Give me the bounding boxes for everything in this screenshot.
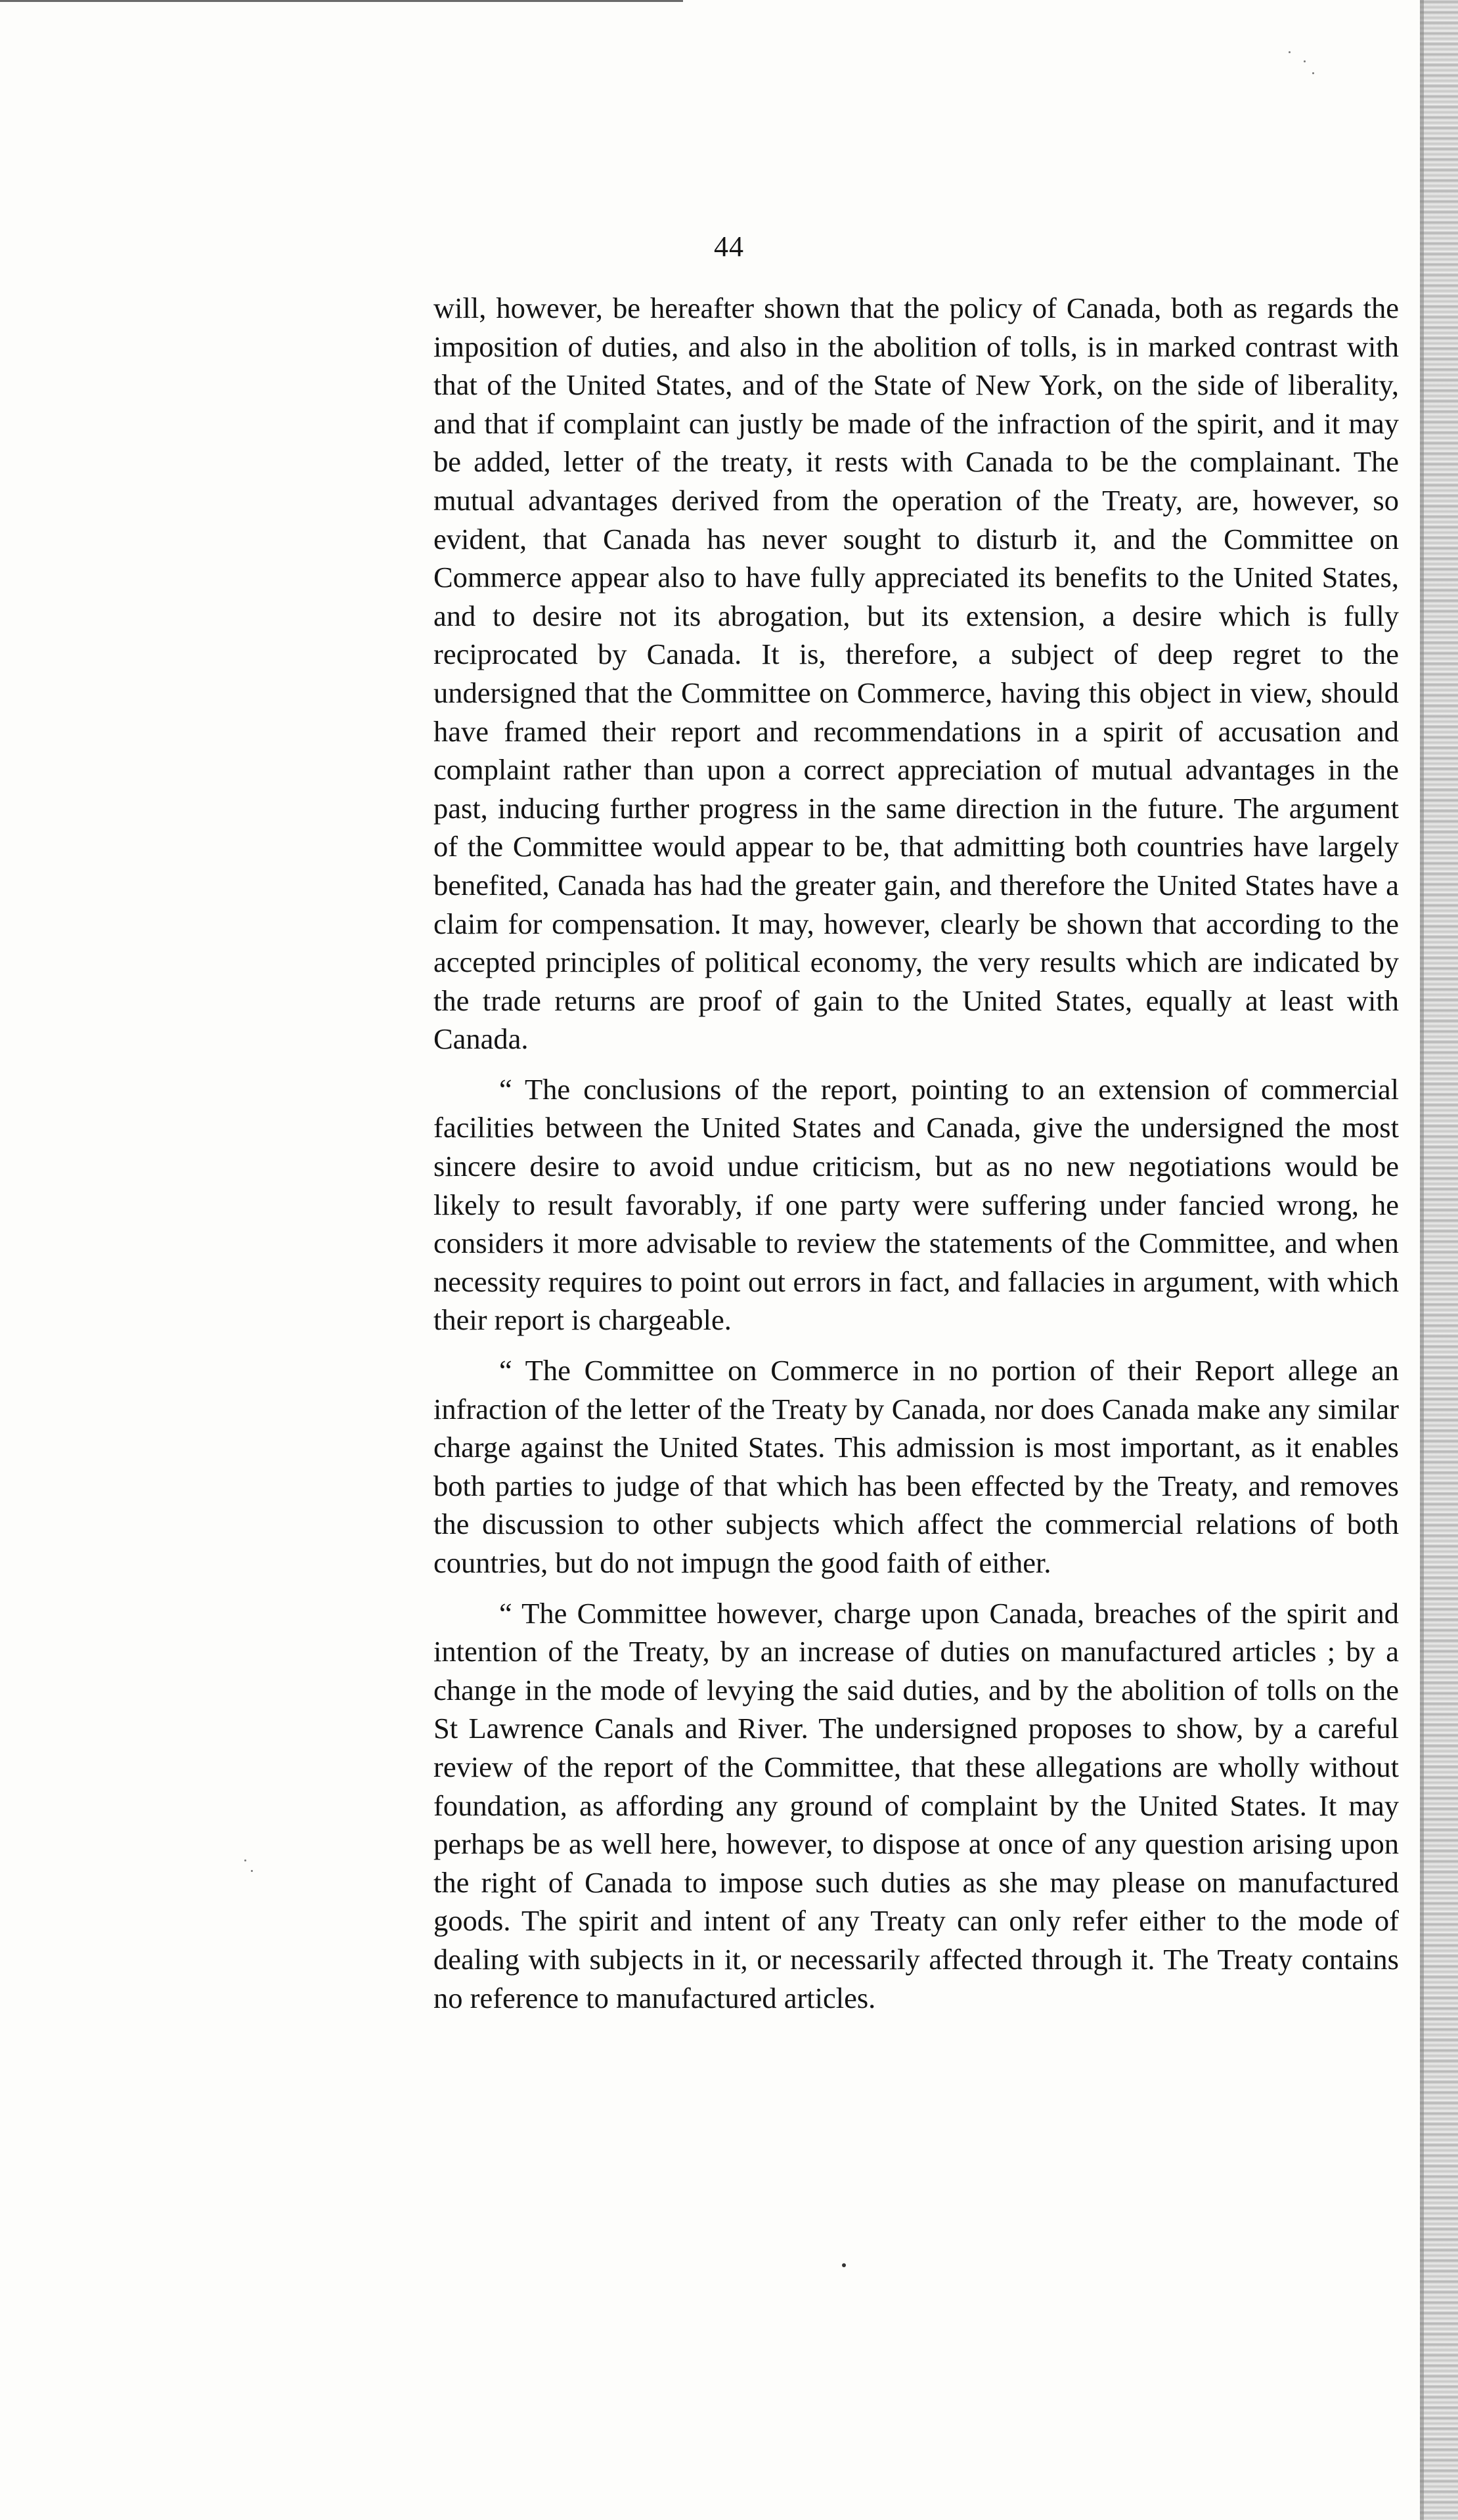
page-number: 44 — [714, 230, 744, 263]
ink-speck — [1312, 72, 1314, 74]
ink-speck — [842, 2263, 846, 2267]
paragraph-4: “ The Committee however, charge upon Canada, breaches of the spirit and intention of the Treaty, by an increase of duties on manufactured articles ; by a change in the mode of levying the said duties, and by the abolition of tolls on the St Lawrence Canals and River. The undersigned proposes to show, by a careful review of the report of the Committee, that these allegations are wholly without foundation, as affording any ground of complaint by the United States. It may perhaps be as well here, however, to dispose at once of any question arising upon the right of Canada to impose such duties as she may please on manufactured goods. The spirit and intent of any Treaty can only refer either to the mode of dealing with subjects in it, or necessarily affected through it. The Treaty contains no reference to manufactured articles. — [433, 1596, 1399, 2014]
paragraph-1: will, however, be hereafter shown that the policy of Canada, both as regards the imposition of duties, and also in the abolition of tolls, is in marked contrast with that of the United States, and of the State of New York, on the side of liberality, and that if complaint can justly be made of the infraction of the spirit, and it may be added, letter of the treaty, it rests with Canada to be the complainant. The mutual advantages derived from the operation of the Treaty, are, however, so evident, that Canada has never sought to disturb it, and the Committee on Commerce appear also to have fully appreciated its benefits to the United States, and to desire not its abrogation, but its extension, a desire which is fully reciprocated by Canada. It is, therefore, a subject of deep regret to the undersigned that the Committee on Commerce, having this object in view, should have framed their report and recommendations in a spirit of accusation and complaint rather than upon a correct appreciation of mutual advantages in the past, inducing further progress in the same direction in the future. The argument of the Committee would appear to be, that admitting both countries have largely benefited, Canada has had the greater gain, and therefore the United States have a claim for compensation. It may, however, clearly be shown that according to the accepted principles of political economy, the very results which are indicated by the trade returns are proof of gain to the United States, equally at least with Canada. — [433, 292, 1399, 1056]
ink-speck — [1304, 60, 1306, 62]
ink-speck — [1289, 51, 1291, 53]
top-edge-rule — [0, 0, 683, 2]
scan-binding-edge — [1420, 0, 1458, 2520]
body-text — [433, 289, 1399, 2017]
ink-speck — [251, 1870, 253, 1872]
paragraph-3: “ The Committee on Commerce in no portion of their Report allege an infraction of the letter of the Treaty by Canada, nor does Canada make any similar charge against the United States. This admission is most important, as it enables both parties to judge of that which has been effected by the Treaty, and removes the discussion to other subjects which affect the commercial relations of both countries, but do not impugn the good faith of either. — [433, 1354, 1399, 1579]
ink-speck — [244, 1859, 246, 1861]
paragraph-2: “ The conclusions of the report, pointing to an extension of commercial facilities between the United States and Canada, give the undersigned the most sincere desire to avoid undue criticism, but as no new negotiations would be likely to result favorably, if one party were suffering under fancied wrong, he considers it more advisable to review the statements of the Committee, and when necessity requires to point out errors in fact, and fallacies in argument, with which their report is chargeable. — [433, 1072, 1399, 1337]
